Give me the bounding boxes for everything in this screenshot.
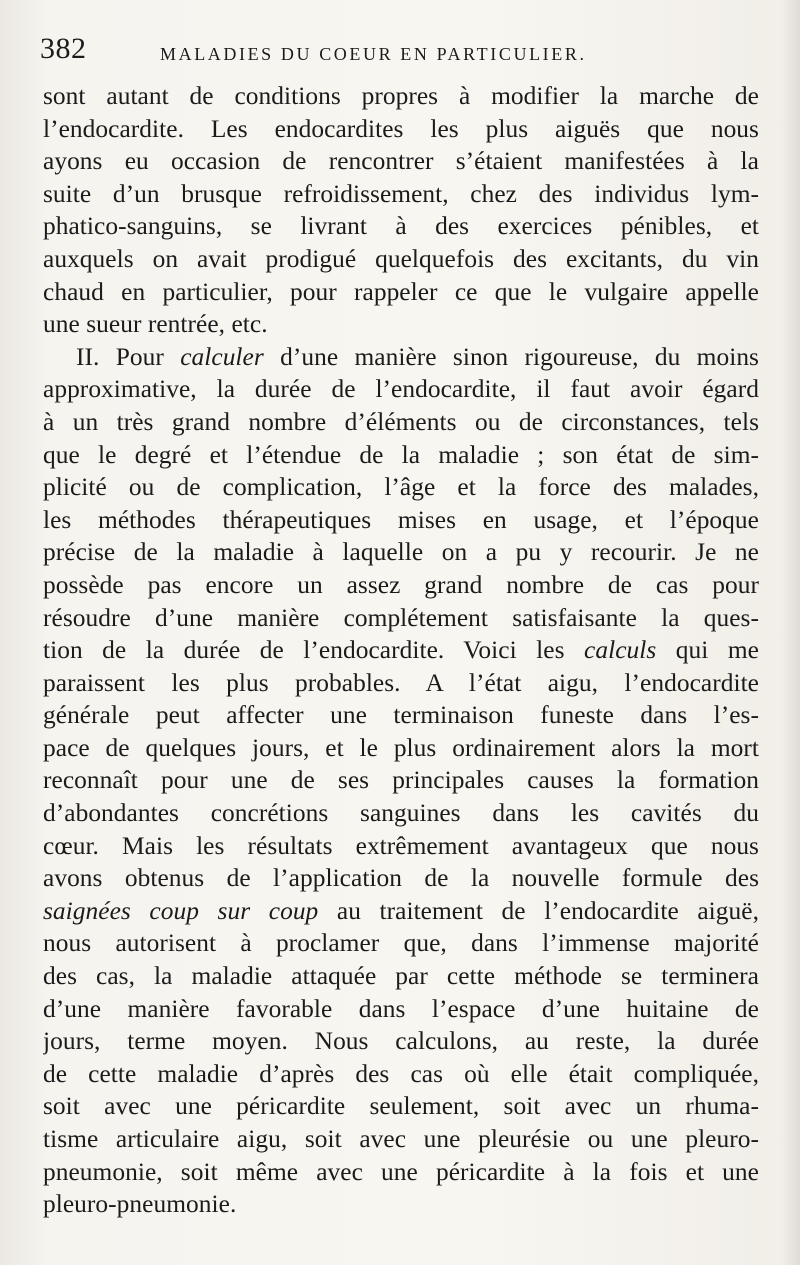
italic-segment: saignées coup sur coup: [43, 896, 319, 925]
text-line: de cette maladie d’après des cas où elle était compliquée,: [43, 1059, 759, 1088]
running-head: [40, 30, 760, 70]
text-line: les méthodes thérapeutiques mises en usage, et l’époque: [43, 505, 759, 534]
text-line: une sueur rentrée, etc.: [43, 310, 268, 339]
text-line: soit avec une péricardite seulement, soit avec un rhuma-: [43, 1092, 759, 1121]
text-line: [43, 634, 759, 667]
text-line: auxquels on avait prodigué quelquefois des excitants, du vin: [43, 244, 759, 273]
text-line: tisme articulaire aigu, soit avec une pleurésie ou une pleuro-: [43, 1125, 759, 1153]
text-line: que le degré et l’étendue de la maladie ; son état de sim-: [43, 440, 759, 469]
text-line: chaud en particulier, pour rappeler ce que le vulgaire appelle: [43, 277, 759, 306]
text-line: approximative, la durée de l’endocardite, il faut avoir égard: [43, 375, 759, 404]
text-line: reconnaît pour une de ses principales causes la formation: [43, 766, 759, 795]
italic-segment: calculs: [584, 636, 657, 665]
text-line: sont autant de conditions propres à modifier la marche de: [43, 82, 759, 110]
text-segment: qui me: [656, 636, 759, 665]
text-line: avons obtenus de l’application de la nouvelle formule des: [43, 864, 759, 893]
text-line: [43, 341, 759, 374]
text-line: phatico-sanguins, se livrant à des exercices pénibles, et: [43, 212, 759, 241]
text-line: nous autorisent à proclamer que, dans l’immense majorité: [43, 929, 759, 958]
text-line: générale peut affecter une terminaison funeste dans l’es-: [43, 701, 759, 730]
text-line: cœur. Mais les résultats extrêmement avantageux que nous: [43, 831, 759, 860]
text-line: d’abondantes concrétions sanguines dans les cavités du: [43, 799, 759, 828]
text-line: pneumonie, soit même avec une péricardite à la fois et une: [43, 1157, 759, 1186]
page-edge-shadow: [782, 0, 800, 1265]
text-segment: au traitement de l’endocardite aiguë,: [318, 896, 759, 925]
italic-segment: calculer: [180, 342, 264, 371]
paragraph-1: [43, 80, 759, 341]
text-segment: tion de la durée de l’endocardite. Voici les: [43, 636, 585, 665]
text-line: paraissent les plus probables. A l’état aigu, l’endocardite: [43, 668, 759, 697]
text-line: jours, terme moyen. Nous calculons, au reste, la durée: [43, 1027, 759, 1056]
text-line: suite d’un brusque refroidissement, chez des individus lym-: [43, 179, 759, 208]
text-segment: II. Pour: [76, 342, 181, 371]
text-line: ayons eu occasion de rencontrer s’étaient manifestées à la: [43, 147, 759, 176]
text-line: d’une manière favorable dans l’espace d’une huitaine de: [43, 994, 759, 1023]
body-text: [43, 80, 759, 1221]
running-title: MALADIES DU COEUR EN PARTICULIER.: [160, 44, 587, 64]
text-line: possède pas encore un assez grand nombre de cas pour: [43, 570, 759, 599]
paragraph-2: [43, 341, 759, 1221]
text-segment: d’une manière sinon rigoureuse, du moins: [263, 342, 759, 371]
text-line: l’endocardite. Les endocardites les plus aiguës que nous: [43, 114, 759, 143]
text-line: pleuro-pneumonie.: [43, 1190, 237, 1219]
page-number: 382: [40, 32, 87, 65]
text-line: plicité ou de complication, l’âge et la force des malades,: [43, 473, 759, 502]
text-line: pace de quelques jours, et le plus ordinairement alors la mort: [43, 733, 759, 762]
text-line: précise de la maladie à laquelle on a pu y recourir. Je ne: [43, 538, 759, 567]
text-line: des cas, la maladie attaquée par cette méthode se terminera: [43, 962, 759, 991]
text-line: résoudre d’une manière complétement satisfaisante la ques-: [43, 603, 759, 632]
text-line: [43, 895, 759, 928]
text-line: à un très grand nombre d’éléments ou de circonstances, tels: [43, 407, 759, 436]
